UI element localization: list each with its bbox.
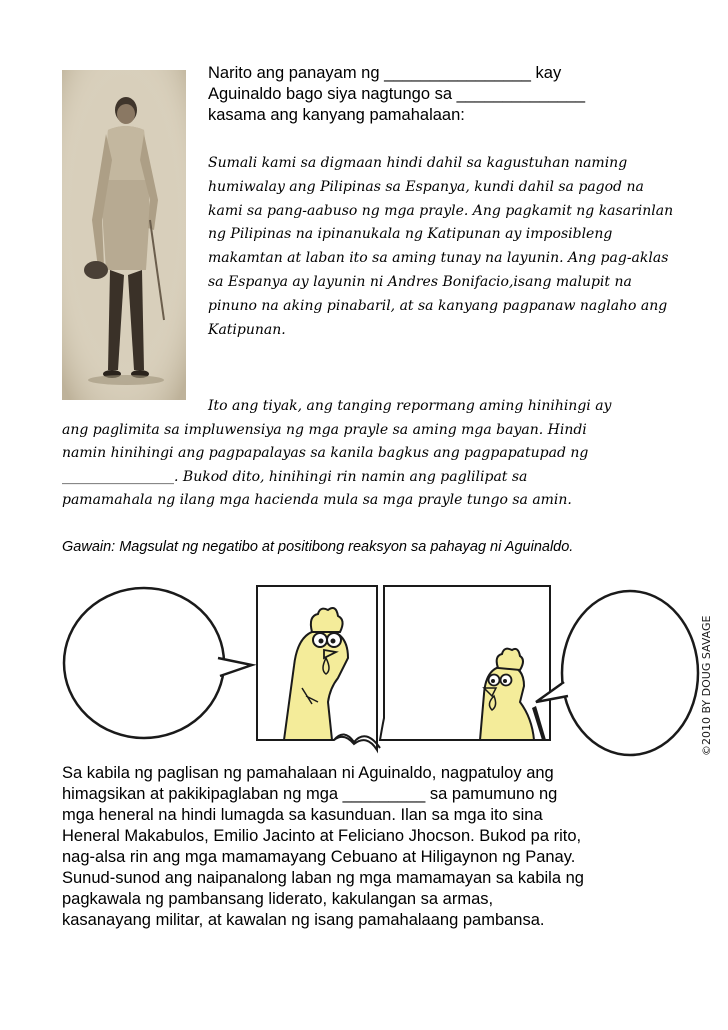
paragraph-line: kasanayang militar, at kawalan ng isang pamahalaang pambansa.: [62, 911, 545, 929]
intro-line: Aguinaldo bago siya nagtungo sa ______________: [208, 85, 586, 103]
intro-line: Narito ang panayam ng ________________ kay: [208, 64, 562, 82]
paragraph-line: Sunud-sunod ang naipanalong laban ng mga mamamayan sa kabila ng: [62, 869, 584, 887]
paragraph-line: mga heneral na hindi lumagda sa kasunduan. Ilan sa mga ito sina: [62, 806, 543, 824]
intro-line: kasama ang kanyang pamahalaan:: [208, 106, 465, 124]
quote-line: ________________. Bukod dito, hinihingi rin namin ang paglilipat sa: [62, 468, 528, 485]
aguinaldo-quote-continued: [62, 395, 682, 513]
paragraph-line: himagsikan at pakikipaglaban ng mga _________ sa pamumuno ng: [62, 785, 558, 803]
quote-line: pamamahala ng ilang mga hacienda mula sa mga prayle tungo sa amin.: [62, 492, 572, 508]
aguinaldo-quote: [208, 152, 678, 342]
quote-line: Ito ang tiyak, ang tanging repormang aming hinihingi ay: [208, 398, 612, 414]
bottom-paragraph: [62, 763, 702, 931]
comic-signature: ©2010 BY DOUG SAVAGE: [700, 615, 713, 756]
quote-line: ang paglimita sa impluwensiya ng mga prayle sa aming mga bayan. Hindi: [62, 421, 587, 438]
quote-line: namin hinihingi ang pagpapalayas sa kanila bagkus ang pagpapatupad ng: [62, 445, 589, 461]
aguinaldo-photo: [62, 70, 186, 400]
comic-strip: [62, 578, 717, 763]
task-instruction: Gawain: Magsulat ng negatibo at positibong reaksyon sa pahayag ni Aguinaldo.: [62, 539, 574, 555]
paragraph-line: pagkawala ng pambansang liderato, kakulangan sa armas,: [62, 890, 494, 908]
paragraph-line: nag-alsa rin ang mga mamamayang Cebuano at Hiligaynon ng Panay.: [62, 848, 576, 866]
comic-panel-2: [380, 586, 550, 740]
intro-text: [208, 63, 678, 126]
quote-paragraph: Sumali kami sa digmaan hindi dahil sa kagustuhan naming humiwalay ang Pilipinas sa Espanya, kundi dahil sa pagod na kami sa pang-aabuso ng mga prayle. Ang pagkamit ng kasarinlan ng Pilipinas na ipinanukala ng Katipunan ay imposibleng makamtan at laban ito sa aming tunay na layunin. Ang pag-aklas sa Espanya ay layunin ni Andres Bonifacio,isang malupit na pinuno na aking pinabaril, at sa kanyang pagpanaw naglaho ang Katipunan.: [208, 155, 674, 338]
right-speech-bubble: [536, 591, 698, 755]
paragraph-line: Heneral Makabulos, Emilio Jacinto at Feliciano Jhocson. Bukod pa rito,: [62, 827, 582, 845]
comic-panel-1: [257, 586, 380, 750]
left-speech-bubble: [64, 588, 252, 738]
paragraph-line: Sa kabila ng paglisan ng pamahalaan ni Aguinaldo, nagpatuloy ang: [62, 764, 554, 782]
